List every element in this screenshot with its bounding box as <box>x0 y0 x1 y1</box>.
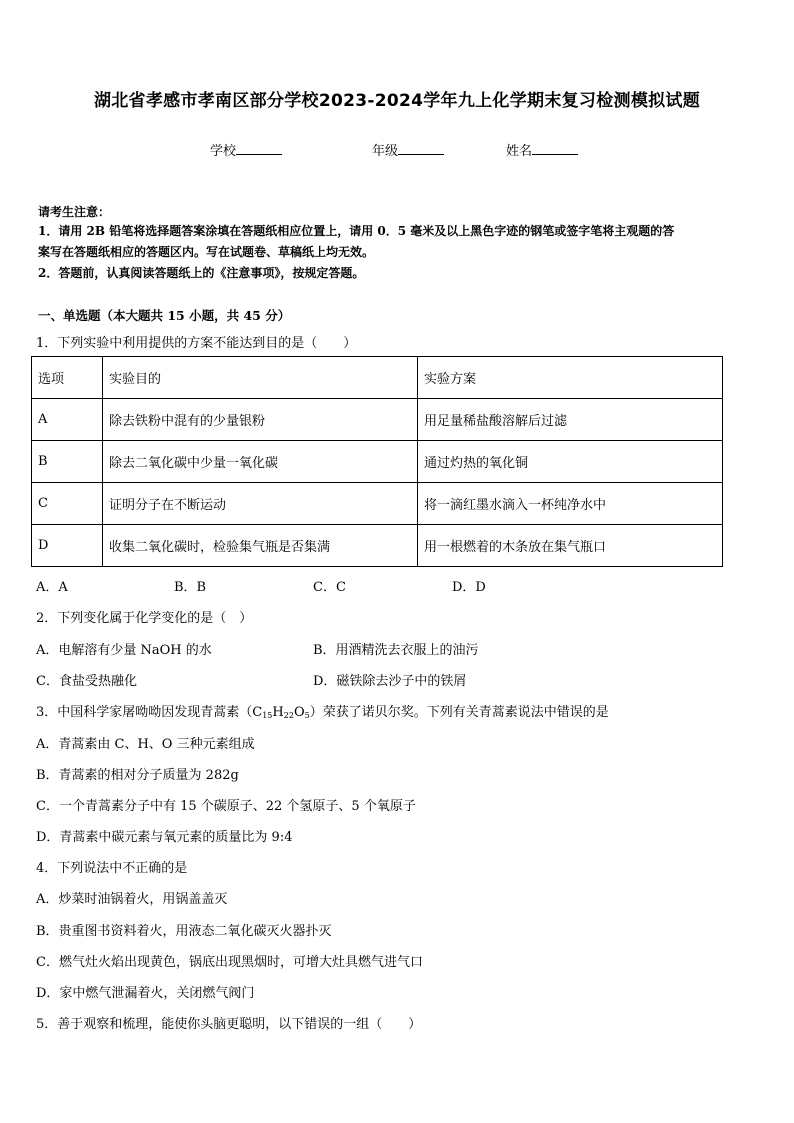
table-row <box>32 399 723 441</box>
section-title: 一、单选题（本大题共 15 小题，共 45 分） <box>38 308 291 323</box>
formula-element: O <box>293 705 305 720</box>
q1-stem: 1．下列实验中利用提供的方案不能达到目的是（ ） <box>36 336 357 351</box>
table-cell: 收集二氧化碳时，检验集气瓶是否集满 <box>103 525 418 567</box>
table-cell: D <box>32 525 103 567</box>
notice-item-2: 2．答题前，认真阅读答题纸上的《注意事项》，按规定答题。 <box>38 266 365 280</box>
q2-option-c: C．食盐受热融化 <box>36 674 137 689</box>
q4-stem: 4．下列说法中不正确的是 <box>36 861 188 876</box>
school-field <box>210 140 282 159</box>
q3-option-d: D．青蒿素中碳元素与氧元素的质量比为 9:4 <box>36 830 293 845</box>
name-field <box>506 140 578 159</box>
q3-option-c: C．一个青蒿素分子中有 15 个碳原子、22 个氢原子、5 个氧原子 <box>36 799 416 814</box>
grade-label: 年级 <box>372 144 399 159</box>
table-header-row <box>32 357 723 399</box>
q5-stem: 5．善于观察和梳理，能使你头脑更聪明，以下错误的一组（ ） <box>36 1017 422 1032</box>
grade-field <box>372 140 444 159</box>
table-cell: 将一滴红墨水滴入一杯纯净水中 <box>418 483 723 525</box>
formula-subscript: 22 <box>283 711 294 720</box>
q1-option-b: B．B <box>174 580 207 595</box>
table-cell: C <box>32 483 103 525</box>
table-cell: 除去铁粉中混有的少量银粉 <box>103 399 418 441</box>
notice-item-1-line-2: 案写在答题纸相应的答题区内。写在试题卷、草稿纸上均无效。 <box>38 245 375 259</box>
table-header-cell: 实验目的 <box>103 357 418 399</box>
name-label: 姓名 <box>506 144 533 159</box>
q3-stem-end: ）荣获了诺贝尔奖。下列有关青蒿素说法中错误的是 <box>309 705 609 720</box>
q3-option-a: A．青蒿素由 C、H、O 三种元素组成 <box>36 737 255 752</box>
grade-blank <box>398 142 444 155</box>
formula-subscript: 15 <box>262 711 273 720</box>
formula-element: H <box>272 705 284 720</box>
q2-option-b: B．用酒精洗去衣服上的油污 <box>313 643 479 658</box>
table-cell: 用足量稀盐酸溶解后过滤 <box>418 399 723 441</box>
q1-option-c: C．C <box>313 580 346 595</box>
q2-option-a: A．电解溶有少量 NaOH 的水 <box>36 643 212 658</box>
table-cell: 除去二氧化碳中少量一氧化碳 <box>103 441 418 483</box>
q4-option-d: D．家中燃气泄漏着火，关闭燃气阀门 <box>36 986 255 1001</box>
table-cell: B <box>32 441 103 483</box>
q1-option-d: D．D <box>452 580 486 595</box>
page-title: 湖北省孝感市孝南区部分学校2023-2024学年九上化学期末复习检测模拟试题 <box>93 91 701 111</box>
name-blank <box>532 142 578 155</box>
table-cell: 用一根燃着的木条放在集气瓶口 <box>418 525 723 567</box>
q2-stem: 2．下列变化属于化学变化的是（ ） <box>36 611 253 626</box>
table-cell: 通过灼热的氧化铜 <box>418 441 723 483</box>
school-label: 学校 <box>210 144 237 159</box>
table-row <box>32 483 723 525</box>
table-row <box>32 441 723 483</box>
q3-stem <box>36 701 609 720</box>
table-row <box>32 525 723 567</box>
q3-stem-start: 3．中国科学家屠呦呦因发现青蒿素（C <box>36 705 263 720</box>
table-header-cell: 选项 <box>32 357 103 399</box>
notice-item-1-line-1: 1．请用 2B 铅笔将选择题答案涂填在答题纸相应位置上，请用 0．5 毫米及以上黑色字迹的钢笔或签字笔将主观题的答 <box>38 224 675 238</box>
school-blank <box>236 142 282 155</box>
table-header-cell: 实验方案 <box>418 357 723 399</box>
formula-subscript: 5 <box>304 711 310 720</box>
experiment-table <box>31 356 723 567</box>
q4-option-a: A．炒菜时油锅着火，用锅盖盖灭 <box>36 892 228 907</box>
q4-option-b: B．贵重图书资料着火，用液态二氧化碳灭火器扑灭 <box>36 924 332 939</box>
table-cell: A <box>32 399 103 441</box>
q4-option-c: C．燃气灶火焰出现黄色，锅底出现黑烟时，可增大灶具燃气进气口 <box>36 955 423 970</box>
q3-option-b: B．青蒿素的相对分子质量为 282g <box>36 768 239 783</box>
table-cell: 证明分子在不断运动 <box>103 483 418 525</box>
notice-heading: 请考生注意： <box>38 205 111 219</box>
q1-option-a: A．A <box>36 580 68 595</box>
q2-option-d: D．磁铁除去沙子中的铁屑 <box>313 674 467 689</box>
